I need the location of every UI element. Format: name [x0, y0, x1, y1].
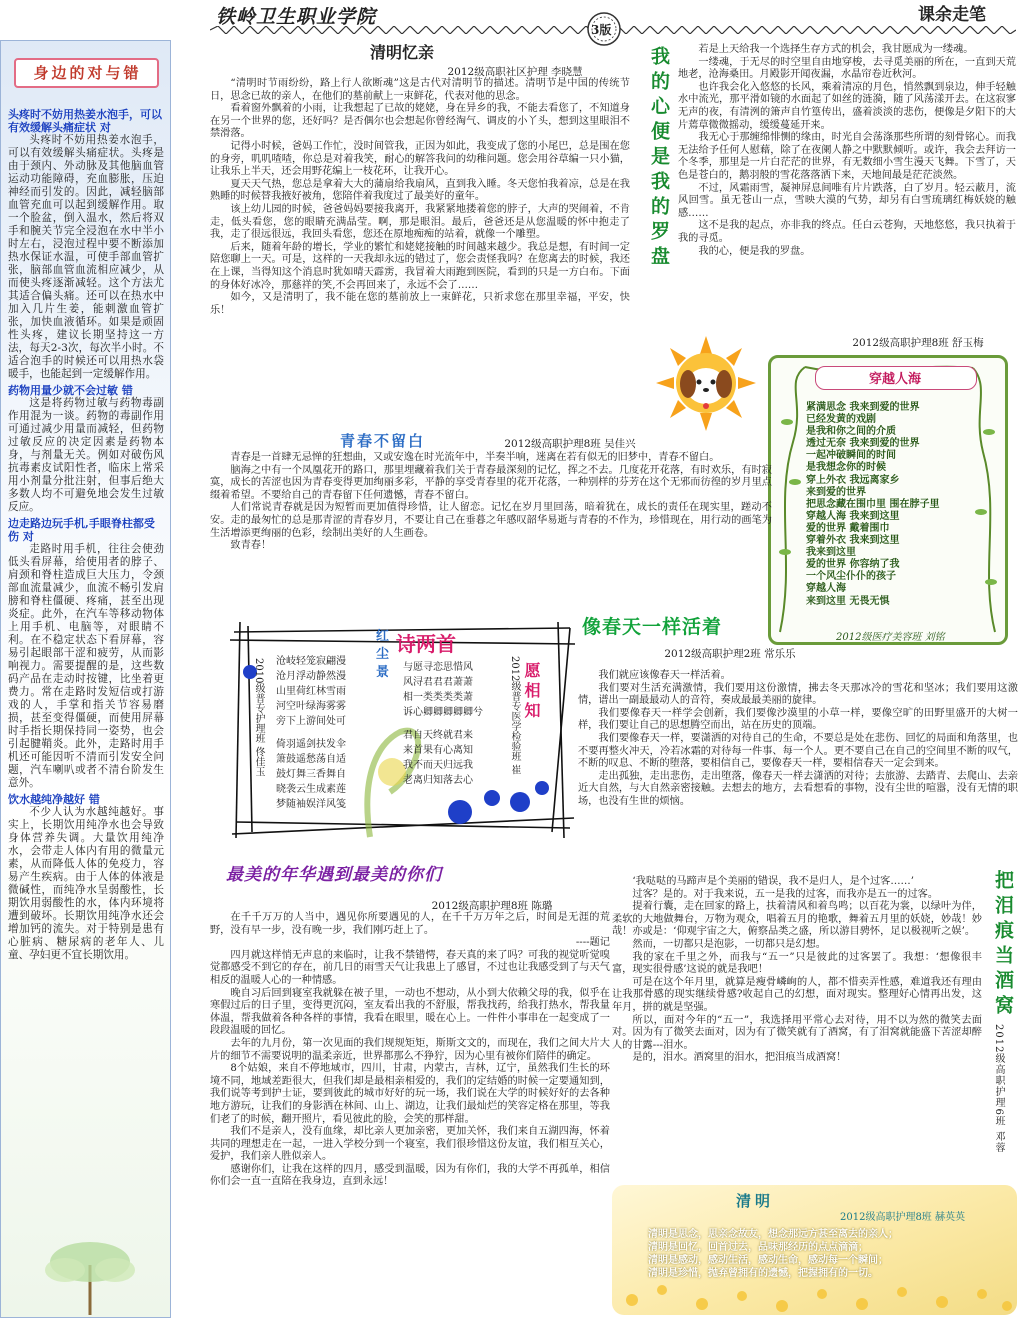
article2-paragraph: 这不是我的起点，亦非我的终点。任白云苍狗，天地悠悠，我只执着于我的寻觅。 — [678, 220, 1016, 244]
poem1-line: 是我和你之间的介质 — [806, 426, 896, 438]
article4-author: 2012级高职护理2班 常乐乐 — [664, 648, 796, 660]
article1-paragraph: 该上幼儿园的时候，爸爸妈妈要接我离开，我紧紧地搂着您的脖子，大声的哭闹着，不肯走，低头看您，您的眼睛充满晶莹。啊，那是眼泪。最后，爸爸还是从您温暖的怀中抱走了我，走了很远很远，我回头看您，您还在原地痴痴的站着，就像一个雕塑。 — [210, 203, 630, 241]
article7-line: 清明是珍惜，抛弃曾拥有的遗憾，把握拥有的一切。 — [648, 1268, 878, 1279]
article7-lines — [648, 1228, 1008, 1280]
poem2-right-line: 君自天终就君来 — [403, 730, 473, 741]
article3-title: 青春不留白 — [340, 432, 426, 450]
article3-paragraph: 脑海之中有一个凤凰花开的路口，那里埋藏着我们关于青春最深刻的记忆，挥之不去。几度花开花落，有时欢乐，有时寂寞，成长的苦涩也因为青春变得更加绚丽多彩，平静的享受青春里的花开花落，一种别样的芬芳在这个无邪而彷徨的岁月里点缀着希望。不要给自己的青春留下任何遗憾，青春不留白。 — [210, 464, 772, 501]
article5-paragraph: 8个姑娘，来自不停地域市，四川，甘肃，内蒙古，吉林，辽宁，虽然我们生长的环境不同，地域差距很大，但我们却是最相亲相爱的，我们的定结婚的时候一定要通知到，我们说等考到护士证，要到彼此的城市好好的玩一场，我们说在大学的时候好好的去各种地方游玩，让我们的身影洒在林间、山上、湖边，让我们最灿烂的笑容定格在那里，等我们老了的时候，翻开照片，看见彼此的脸，会笑的那样甜。 — [210, 1063, 610, 1125]
article2-paragraph: 我无心于那缠绵悱恻的缘由，时光自会荡涤那些所谓的刻骨铭心。而我无法给予任何人慰藉，除了在夜阑人静之中默默倾听。或许，我会去拜访一个冬季，那里是一片白茫茫的世界，有无数细小雪生漫天飞舞。下雪了，天色是苍白的，鹅羽般的雪花落落洒下来，天地间最是茫茫淡然。 — [678, 132, 1016, 181]
article6-paragraph: 提着行囊，走在回家的路上，扶着清风和着鸟鸣；以百花为裳，以绿叶为伴，柔软的大地做舞台，万物为观众，唱着五月的艳歌，舞着五月里的妖娆，妙哉！妙哉！亦或是：‘仰观宇宙之大，俯察品类之盛，所以游目骋怀，足以极视听之娱’。 — [612, 901, 982, 938]
article6-paragraph: 我的家在千里之外，而我与“五一”只是彼此的过客罢了。我想：‘想像很丰富，现实很骨感’这说的就是我吧！ — [612, 951, 982, 976]
left-column-content — [8, 108, 164, 962]
article6-paragraph: ‘我哒哒的马蹄声是个美丽的错误，我不是归人，是个过客……’ — [632, 876, 914, 887]
poem2-right-line: 相一类类类类萧 — [403, 692, 473, 703]
tip4-body: 不少人认为水越纯越好。事实上，长期饮用纯净水也会导致身体营养失调。大量饮用纯净水，会带走人体内有用的微量元素，从而降低人体的免疫力，容易产生疾病。由于人体的体液是微碱性，而纯净水呈弱酸性，长期饮用弱酸性的水，体内环境将遭到破坏。长期饮用纯净水还会增加钙的流失。对于特别是患有心脏病、糖尿病的老年人、儿童、孕妇更不宜长期饮用。 — [8, 806, 164, 961]
tip1-title: 头疼时不妨用热姜水泡手，可以有效缓解头痛症状 对 — [8, 108, 162, 134]
article2-vertical-title: 我的心便是我的罗盘 — [648, 46, 670, 271]
article1-paragraph: 看着窗外飘着的小雨，让我想起了已故的姥姥，身在异乡的我，不能去看您了，不知道身在另一个世界的您，还好吗？是否偶尔也会想起你曾经淘气、调皮的小丫头，想到这里眼泪不禁滑落。 — [210, 103, 630, 140]
poem1-line: 是我想念你的时候 — [806, 462, 886, 474]
page-number: 3版 — [591, 23, 612, 37]
article5-paragraph: 去年的九月份，第一次见面的我们规规矩矩，斯斯文文的，而现在，我们之间大片大片的细节不需要说明的温柔亲近，世界都那么不狰狞，因为心里有被你们陪伴的确定。 — [210, 1037, 610, 1062]
poem2-title: 诗两首 — [396, 632, 456, 656]
article1-paragraph: 如今，又是清明了，我不能在您的墓前放上一束鲜花，只祈求您在那里幸福，平安，快乐！ — [210, 292, 630, 316]
poem2-right-label: 愿相知 — [522, 662, 541, 722]
poem2-left-line: 旁下上游间处可 — [276, 716, 346, 727]
article2-paragraph: 若是上天给我一个选择生存方式的机会，我甘愿成为一缕魂。 — [698, 44, 974, 55]
article5-paragraph: 在千千万万的人当中，遇见你所要遇见的人，在千千万万年之后，时间是无涯的荒野，没有早一步，没有晚一步，我们刚巧赶上了。 — [210, 912, 610, 936]
article5-epigraph-note: ----题记 — [575, 937, 610, 949]
article2-author: 2012级高职护理8班 舒玉梅 — [852, 337, 984, 349]
article5-paragraph: 感谢你们，让我在这样的四月，感受到温暖，因为有你们，我的大学不再孤单，相信你们会一直一直陪在我身边，直到永远！ — [210, 1163, 610, 1188]
article6-body — [612, 876, 982, 1065]
tip4-title: 饮水越纯净越好 错 — [8, 793, 100, 806]
article6-paragraph: 然而，一切都只是泡影，一切都只是幻想。 — [632, 938, 826, 950]
poem1-lines — [806, 402, 1006, 608]
poem2-right-line: 来首果有心离知 — [403, 745, 473, 756]
poem2-left-line: 沧月浮动静然漫 — [276, 671, 346, 682]
article6-paragraph: 是的，泪水。酒窝里的泪水，把泪痕当成酒窝！ — [632, 1052, 847, 1064]
article4-paragraph: 我们要像春天一样，要潇洒的对待自己的生命，不要总是处在悲伤、回忆的局面和角落里，也不要再整火冲天，冷若冰霜的对待每一件事、每一个人。更不要自己在自己的空间里不断的叹气，不断的叹息、不断的堕落，要相信自己，要像春天一样，要相信春天一定会到来。 — [578, 732, 1018, 770]
article1-paragraph: “清明时节雨纷纷，路上行人欲断魂”这是古代对清明节的描述。清明节是中国的传统节日，思念已故的亲人，在他们的墓前献上一束鲜花，代表对他的思念。 — [210, 78, 630, 102]
poem1-line: 穿上外衣 我远离家乡 — [806, 474, 900, 486]
article6-author: 2012级高职护理6班 邓蓉 — [993, 1024, 1004, 1153]
poem1-line: 一起冲破瞬间的时间 — [806, 450, 896, 462]
article3-paragraph: 青春是一首肆无忌惮的狂想曲，又或安逸在时光流年中，半奏半响，迷离在若有似无的旧梦中，青春不留白。 — [230, 452, 720, 463]
article3-body — [210, 452, 772, 553]
tip2-body: 这是将药物过敏与药物毒副作用混为一谈。药物的毒副作用可通过减少用量而减轻，但药物过敏反应的决定因素是药物本身，与剂量无关。例如对破伤风抗毒素皮试阳性者，临床上常采用小剂量分批注射，但事后绝大多数人均不可避免地会发生过敏反应。 — [8, 397, 164, 513]
article4-title: 像春天一样活着 — [582, 616, 723, 638]
poem2-left-line: 倚羽遥剑扶发伞 — [276, 739, 346, 750]
left-column-title: 身边的对与错 — [33, 64, 142, 82]
article1-author: 2012级高职社区护理 李晓慧 — [447, 66, 583, 78]
poem2-right-line: 诉心卿卿卿卿卿兮 — [403, 707, 483, 718]
poem1-line: 穿越人海 — [806, 583, 846, 595]
poem2-left-line: 箫鼓遥愁荡自适 — [276, 754, 346, 765]
poem1-line: 透过无奈 我来到爱的世界 — [806, 438, 920, 450]
poem2-left-line: 梦随袖娱洋风笺 — [276, 799, 346, 810]
article7-line: 清明是感动，感动生活，感动生命，感动每一个瞬间； — [648, 1255, 888, 1266]
article1-body — [210, 78, 630, 317]
article6-paragraph: 所以，面对今年的“五一”，我选择用平常心去对待，用不以为然的微笑去面对。因为有了微笑去面对，因为有了微笑就有了酒窝，有了泪窝就能盛下苦涩却醉人的甘露---泪水。 — [612, 1014, 982, 1051]
article4-paragraph: 走出孤独，走出悲伤，走出堕落，像春天一样去潇洒的对待；去旅游、去踏青、去爬山、去亲近大自然，与大自然亲密接触。去想去的地方，去看想看的事物，没有尘世的喧嚣，没有无情的职场，也没有生世的烦恼。 — [578, 770, 1018, 807]
article5-title: 最美的年华遇到最美的你们 — [226, 865, 442, 885]
article1-paragraph: 记得小时候，爸妈工作忙，没时间管我，正因为如此，我变成了您的小尾巴，总是围在您的身旁，叽叽喳喳，你总是对着我笑，耐心的解答我问的幼稚问题。您会用谷草编一只小猫，让我乐上半天，还会用野花编上一枝花环，让我开心。 — [210, 140, 630, 178]
article6-paragraph: 可是在这个年月里，就算是瘦骨嶙峋的人，都不惜卖弄性感，难道我还有理由让我那骨感的现实继续骨感?收起自己的幻想，面对现实。整理好心情再出发，这年月，拼的就是坚强。 — [612, 976, 982, 1013]
poem2-right-poem — [403, 660, 503, 788]
article5-paragraph: 四月就这样悄无声息的来临时，让我不禁错愕，春天真的来了吗？可我的视觉听觉嗅觉都感受不到它的存在，前几日的雨雪天气让我患上了感冒，不过也让我感受到了与天气相反的温暖人心的一种情感。 — [210, 949, 610, 986]
article1-title: 清明忆亲 — [370, 43, 435, 62]
poem2-spacer — [276, 729, 392, 737]
tree-decoration-icon — [20, 1240, 160, 1315]
poem1-title: 穿越人海 — [868, 372, 921, 387]
poem1-author: 2012级医疗美容班 刘铭 — [836, 632, 945, 643]
article7-author: 2012级高职护理8班 赫英英 — [840, 1212, 965, 1223]
poem1-line: 把思念藏在围巾里 围在脖子里 — [806, 498, 940, 510]
poem1-line: 爱的世界 你容纳了我 — [806, 559, 900, 571]
poem2-right-line: 与愿寻恋思惜风 — [403, 662, 473, 673]
article5-paragraph: 晚自习后回到寝室我就躲在被子里，一动也不想动，从小到大依赖父母的我，似乎在寒假过后的日子里，变得更沉闷，室友看出我的不舒服，帮我找药，给我打热水，帮我量体温，帮我做着各种各样的事情，我看在眼里，暖在心上。一件件小事串在一起变成了一段段温暖的回忆。 — [210, 987, 610, 1037]
sun-puppy-icon — [656, 336, 756, 431]
article2-paragraph: 一缕魂，于无尽的时空里自由地穿梭，去寻觅美丽的所在，一直到天荒地老，沧海桑田。月殿影开闻夜漏，水晶帘卷近秋河。 — [678, 56, 1016, 81]
poem1-line: 来到这里 无畏无惧 — [806, 595, 890, 607]
article4-paragraph: 我们就应该像春天一样活着。 — [598, 670, 731, 681]
section-name: 课余走笔 — [918, 5, 986, 25]
article3-paragraph: 致青春！ — [230, 540, 272, 552]
article1-paragraph: 夏天天气热，您总是拿着大大的蒲扇给我扇风，直到我入睡。冬天您怕我着凉，总是在我熟睡的时候替我掖好被角，您陪伴着我度过了最美好的童年。 — [210, 178, 630, 203]
article7-line: 清明是思念，思亲念故友，想念那远方甚至离去的亲人； — [648, 1229, 898, 1240]
poem1-line: 紧满思念 我来到爱的世界 — [806, 402, 920, 413]
poem2-left-line: 山里荷红林雪雨 — [276, 686, 346, 697]
article4-body — [578, 670, 1018, 809]
poem1-line: 我来到这里 — [806, 547, 856, 559]
article6-paragraph: 过客？是的。对于我来说，五一是我的过客，而我亦是五一的过客。 — [632, 888, 939, 900]
poem2-left-line: 沧岐轻笼寂翩漫 — [276, 656, 346, 667]
poem2-left-line: 河空叶绿海雾雾 — [276, 701, 346, 712]
poem2-right-line: 老离归知落去心 — [403, 775, 473, 786]
tip3-body: 走路时用手机，往往会使劲低头看屏幕，给使用者的脖子、肩颈和脊柱造成巨大压力，令颈部血流量减少，血流不畅引发肩膀和脊柱僵硬、疼痛，甚至出现炎症。此外，在汽车等移动物体上用手机、电脑等，对眼睛不利。在不稳定状态下看屏幕，容易引起眼部干涩和疲劳，从而影响视力。需要提醒的是，这些数码产品在走动时按键，比坐着更费力。常在走路时发短信或打游戏的人，手掌和指关节容易磨损，甚至变得僵硬，而使用屏幕时手指长期保持同一姿势，也会引起腱鞘炎。此外，走路时用手机还可能因听不清而引发安全问题，汽车喇叭或者不清台阶发生意外。 — [8, 543, 164, 789]
poem1-line: 已经发黄的戏剧 — [806, 414, 876, 426]
article5-paragraph: 我们不是亲人，没有血缘，却比亲人更加亲密，更加关怀，我们来自五湖四海，怀着共同的理想走在一起，一进入学校分到一个寝室，我们很珍惜这份友谊，我们相互关心，爱护，我们亲人胜似亲人。 — [210, 1126, 610, 1163]
article7-line: 清明是回忆，回首过去，品味那经历的点点滴滴； — [648, 1242, 868, 1253]
article5-author: 2012级高职护理8班 陈璐 — [431, 900, 553, 912]
poem2-right-line: 风浔君君君萧萧 — [403, 677, 473, 688]
tip2-title: 药物用量少就不会过敏 错 — [8, 384, 133, 397]
poem2-left-author: 2010级普专护理班 佟佳玉 — [253, 658, 264, 777]
article5-body — [210, 912, 610, 1189]
school-name: 铁岭卫生职业学院 — [216, 6, 377, 28]
poem2-spacer — [403, 720, 503, 728]
poem2-right-author: 2012级普专医学检验班 崔 — [509, 656, 520, 775]
article2-paragraph: 不过，风霜雨雪，凝神屏息间唯有片片跌落，白了岁月。轻云蔽月，流风回雪。虽无苍山一点，雪映大漠的气势，却另有白雪琉璃红梅妖娆的触感…… — [678, 182, 1016, 219]
poem2-left-poem — [276, 654, 392, 812]
poem1-line: 穿越人海 我来到这里 — [806, 510, 900, 522]
article1-paragraph: 后来，随着年龄的增长，学业的繁忙和姥姥接触的时间越来越少。我总是想，有时间一定陪您聊上一天。可是，这样的一天我却永远的错过了，您会责怪我吗？在您离去的时候，我还在上课，当得知这个消息时犹如晴天霹雳，我冒着大雨跑到医院，看到的只是一方白布。下面的身体好冰冷，那慈祥的笑,不会再回来了，永远不会了…… — [210, 241, 630, 291]
poem2-left-line: 晓袭云生成素莲 — [276, 784, 346, 795]
poem2-red-label: 红尘景 — [376, 629, 390, 680]
article4-paragraph: 我们要对生活充满激情，我们要用这份激情，拂去冬天那冰冷的雪花和坚冰；我们要用这激情，谱出一副最最动人的音符，奏成最最美丽的旋律。 — [578, 682, 1018, 707]
article4-paragraph: 我们要像春天一样学会创新，我们要像沙漠里的小草一样，要像空旷的田野里盛开的大树一样，我们要让自己的思想腾空而出，站在历史的顶端。 — [578, 707, 1018, 732]
poem1-line: 穿着外衣 我来到这里 — [806, 535, 900, 547]
poem1-line: 来到爱的世界 — [806, 486, 866, 498]
article7-title: 清明 — [736, 1192, 775, 1210]
article2-paragraph: 也许我会化入悠悠的长风，乘着清凉的月色，悄然飘到泉边，伸手轻触水中流光，那平滑如镜的水面起了如丝的涟漪，随了风荡漾开去。在这寂寥无声的夜，有清洌的箫声自竹篁传出，盛着淡淡的悲伤，便像是夕阳下的大片蔫草微微摇动，缓缓蔓延开来。 — [678, 81, 1016, 131]
page-number-badge — [585, 10, 623, 48]
poem2-right-line: 我不而天归远我 — [403, 760, 473, 771]
poem1-line: 一个风尘仆仆的孩子 — [806, 571, 896, 583]
article2-paragraph: 我的心，便是我的罗盘。 — [698, 245, 811, 257]
article3-author: 2012级高职护理8班 吴佳兴 — [504, 438, 636, 450]
tip1-body: 头疼时不妨用热姜水泡手，可以有效缓解头痛症状。头疼是由于颈内、外动脉及其他脑血管运动功能障碍，充血膨胀，压迫神经而引发的。因此，减轻脑部血管充血可以起到缓解作用。取一个脸盆，倒入温水，然后将双手和腕关节完全浸泡在水中半小时左右，浸泡过程中要不断添加热水保证水温，可使手部血管扩张，脑部血管血流相应减少，从而使头疼逐渐减轻。这个方法尤其适合偏头痛。还可以在热水中加入几片生姜，能刺激血管扩张，加快血液循环。如果是顽固性头疼，建议长期坚持这一方法，每天2-3次，每次半小时。不适合泡手的时候还可以用热水袋暖手，也能起到一定缓解作用。 — [8, 134, 164, 380]
tip3-title: 边走路边玩手机,手眼脊柱都受伤 对 — [8, 517, 155, 543]
article3-paragraph: 人们常说青春就是因为短暂而更加值得珍惜，让人留恋。记忆在岁月里回荡，暗着犹在，成长的责任在现实里，蹉动不安。走的最匆忙的总是那青涩的青春岁月，不要让自己在垂暮之年感叹韶华易逝与青春的不作为，珍惜现在，用行动的画笔为生活增添更绚丽的色彩，绘制出美好的人生画卷。 — [210, 502, 772, 539]
article6-vertical-title: 把泪痕当酒窝 — [992, 870, 1014, 1020]
poem1-line: 爱的世界 戴着围巾 — [806, 522, 890, 534]
article2-body — [678, 44, 1016, 258]
poem2-left-line: 鼓灯舞三香舞自 — [276, 769, 346, 780]
